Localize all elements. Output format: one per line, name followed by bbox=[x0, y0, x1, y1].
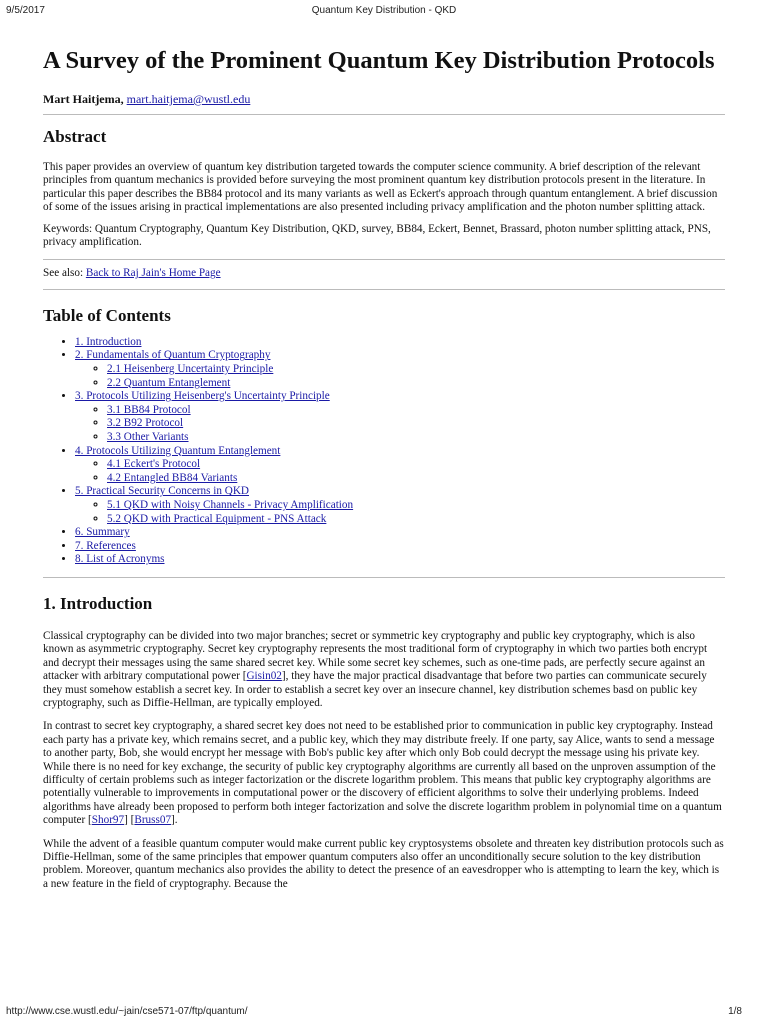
citation-link[interactable]: Gisin02 bbox=[246, 670, 282, 683]
toc-item bbox=[75, 540, 725, 554]
toc-sublist bbox=[75, 499, 725, 526]
toc-subitem bbox=[107, 499, 725, 513]
toc-sublist bbox=[75, 458, 725, 485]
toc-link[interactable]: 6. Summary bbox=[75, 526, 130, 539]
toc-link[interactable]: 2.2 Quantum Entanglement bbox=[107, 376, 231, 389]
citation-link[interactable]: Shor97 bbox=[91, 814, 125, 827]
divider bbox=[43, 259, 725, 260]
paragraph: While the advent of a feasible quantum computer would make current public key cryptosystems obsolete and threaten key distribution protocols such as Diffie-Hellman, some of the same principles that empower quantum computers also offer an unconditionally secure solution to the key distribution problem. Moreover, quantum mechanics also provides the ability to detect the presence of an eavesdropper who is attempting to learn the key, which is a new feature in the field of cryptography. Because the bbox=[43, 837, 724, 890]
page-number: 1/8 bbox=[728, 1006, 742, 1017]
toc-subitem bbox=[107, 417, 725, 431]
toc-item bbox=[75, 390, 725, 444]
toc-subitem bbox=[107, 377, 725, 391]
toc-item bbox=[75, 445, 725, 486]
divider bbox=[43, 289, 725, 290]
toc-link[interactable]: 3.3 Other Variants bbox=[107, 431, 189, 443]
paragraph-text: In contrast to secret key cryptography, a shared secret key does not need to be established prior to communication in public key cryptography. Instead each party has a private key, which remains secret, and a public key, which they may distribute freely. If one party, say Alice, wants to send a message to another party, Bob, she would encrypt her message with Bob's public key after which only Bob could decrypt the message using his private key. While there is no need for key exchange, the security of public key cryptography algorithms are currently all based on the unproven assumption of the difficulty of certain problems such as integer factorization or the discrete logarithm problem. This means that public key cryptography algorithms are potentially vulnerable to improvements in computational power or the discovery of efficient algorithms to solve their underlying problems. Indeed algorithms have already been proposed to perform both integer factorization and solve the discrete logarithm problem in polynomial time on a quantum computer [ bbox=[43, 720, 722, 827]
toc-item bbox=[75, 485, 725, 526]
divider bbox=[43, 577, 725, 578]
author-email-link[interactable]: mart.haitjema@wustl.edu bbox=[126, 92, 251, 106]
toc-heading: Table of Contents bbox=[43, 305, 171, 325]
author-line bbox=[43, 92, 725, 106]
print-page-title: Quantum Key Distribution - QKD bbox=[311, 5, 457, 16]
divider bbox=[43, 114, 725, 115]
print-date: 9/5/2017 bbox=[6, 5, 45, 16]
paragraph bbox=[43, 630, 725, 710]
toc-subitem bbox=[107, 472, 725, 486]
toc-link[interactable]: 4. Protocols Utilizing Quantum Entanglement bbox=[75, 444, 281, 457]
toc-subitem bbox=[107, 458, 725, 472]
toc-link[interactable]: 3.2 B92 Protocol bbox=[107, 417, 184, 430]
toc-sublist bbox=[75, 404, 725, 445]
toc-link[interactable]: 5.1 QKD with Noisy Channels - Privacy Amplification bbox=[107, 498, 354, 511]
paragraph-text: Classical cryptography can be divided into two major branches; secret or symmetric key cryptography and public key cryptography, which is also known as asymmetric cryptography. Secret key cryptography represents the most traditional form of cryptography in which two parties both encrypt and decrypt their messages using the same shared secret key. While some secret key schemes, such as one-time pads, are perfectly secure against an attacker with arbitrary computational power [ bbox=[43, 629, 708, 683]
toc-link[interactable]: 5. Practical Security Concerns in QKD bbox=[75, 485, 249, 498]
toc-item bbox=[75, 349, 725, 390]
toc-link[interactable]: 3.1 BB84 Protocol bbox=[107, 403, 191, 416]
author-name: Mart Haitjema, bbox=[43, 92, 124, 106]
toc-link[interactable]: 1. Introduction bbox=[75, 335, 142, 348]
paragraph-text: ] [ bbox=[124, 814, 135, 827]
section-heading-introduction: 1. Introduction bbox=[43, 593, 153, 613]
paragraph-text: ], they have the major practical disadvantage that before two parties can communicate securely they must somehow establish a secret key. In order to establish a secret key over an insecure channel, key distribution schemes basd on public key cryptography, such as Diffie-Hellman, are typically employed. bbox=[43, 670, 707, 709]
toc-link[interactable]: 5.2 QKD with Practical Equipment - PNS Attack bbox=[107, 512, 327, 525]
table-of-contents bbox=[43, 336, 725, 567]
see-also bbox=[43, 267, 725, 280]
toc-item bbox=[75, 553, 725, 567]
print-footer bbox=[0, 1004, 768, 1024]
toc-link[interactable]: 8. List of Acronyms bbox=[75, 553, 165, 566]
keywords-text: Keywords: Quantum Cryptography, Quantum Key Distribution, QKD, survey, BB84, Eckert, Bennet, Brassard, photon number splitting attack, PNS, privacy amplification. bbox=[43, 222, 711, 249]
toc-link[interactable]: 2. Fundamentals of Quantum Cryptography bbox=[75, 349, 271, 362]
toc-subitem bbox=[107, 404, 725, 418]
toc-sublist bbox=[75, 363, 725, 390]
home-page-link[interactable]: Back to Raj Jain's Home Page bbox=[85, 267, 221, 280]
toc-subitem bbox=[107, 431, 725, 445]
print-header bbox=[0, 0, 768, 20]
toc-item bbox=[75, 526, 725, 540]
paragraph bbox=[43, 720, 725, 827]
see-also-label: See also: bbox=[43, 267, 84, 280]
document-body bbox=[43, 46, 725, 891]
citation-link[interactable]: Bruss07 bbox=[134, 814, 172, 827]
document-title: A Survey of the Prominent Quantum Key Distribution Protocols bbox=[43, 47, 715, 74]
abstract-text: This paper provides an overview of quantum key distribution targeted towards the computer science community. A brief description of the relevant principles from quantum mechanics is provided before surveying the most prominent quantum key distribution protocols present in the literature. In particular this paper describes the BB84 protocol and its many variants as well as Eckert's approach through quantum entanglement. A brief discussion of some of the issues arising in practical implementations are also presented including privacy amplification and the photon number splitting attack. bbox=[43, 161, 718, 214]
toc-link[interactable]: 4.2 Entangled BB84 Variants bbox=[107, 471, 238, 484]
toc-item bbox=[75, 336, 725, 350]
toc-subitem bbox=[107, 363, 725, 377]
toc-link[interactable]: 2.1 Heisenberg Uncertainty Principle bbox=[107, 363, 274, 376]
toc-link[interactable]: 3. Protocols Utilizing Heisenberg's Uncertainty Principle bbox=[75, 390, 330, 403]
toc-subitem bbox=[107, 513, 725, 527]
print-url: http://www.cse.wustl.edu/~jain/cse571-07/ftp/quantum/ bbox=[6, 1006, 248, 1017]
abstract-heading: Abstract bbox=[43, 127, 107, 146]
paragraph-text: ]. bbox=[171, 814, 178, 827]
toc-link[interactable]: 4.1 Eckert's Protocol bbox=[107, 458, 201, 471]
toc-link[interactable]: 7. References bbox=[75, 539, 136, 552]
